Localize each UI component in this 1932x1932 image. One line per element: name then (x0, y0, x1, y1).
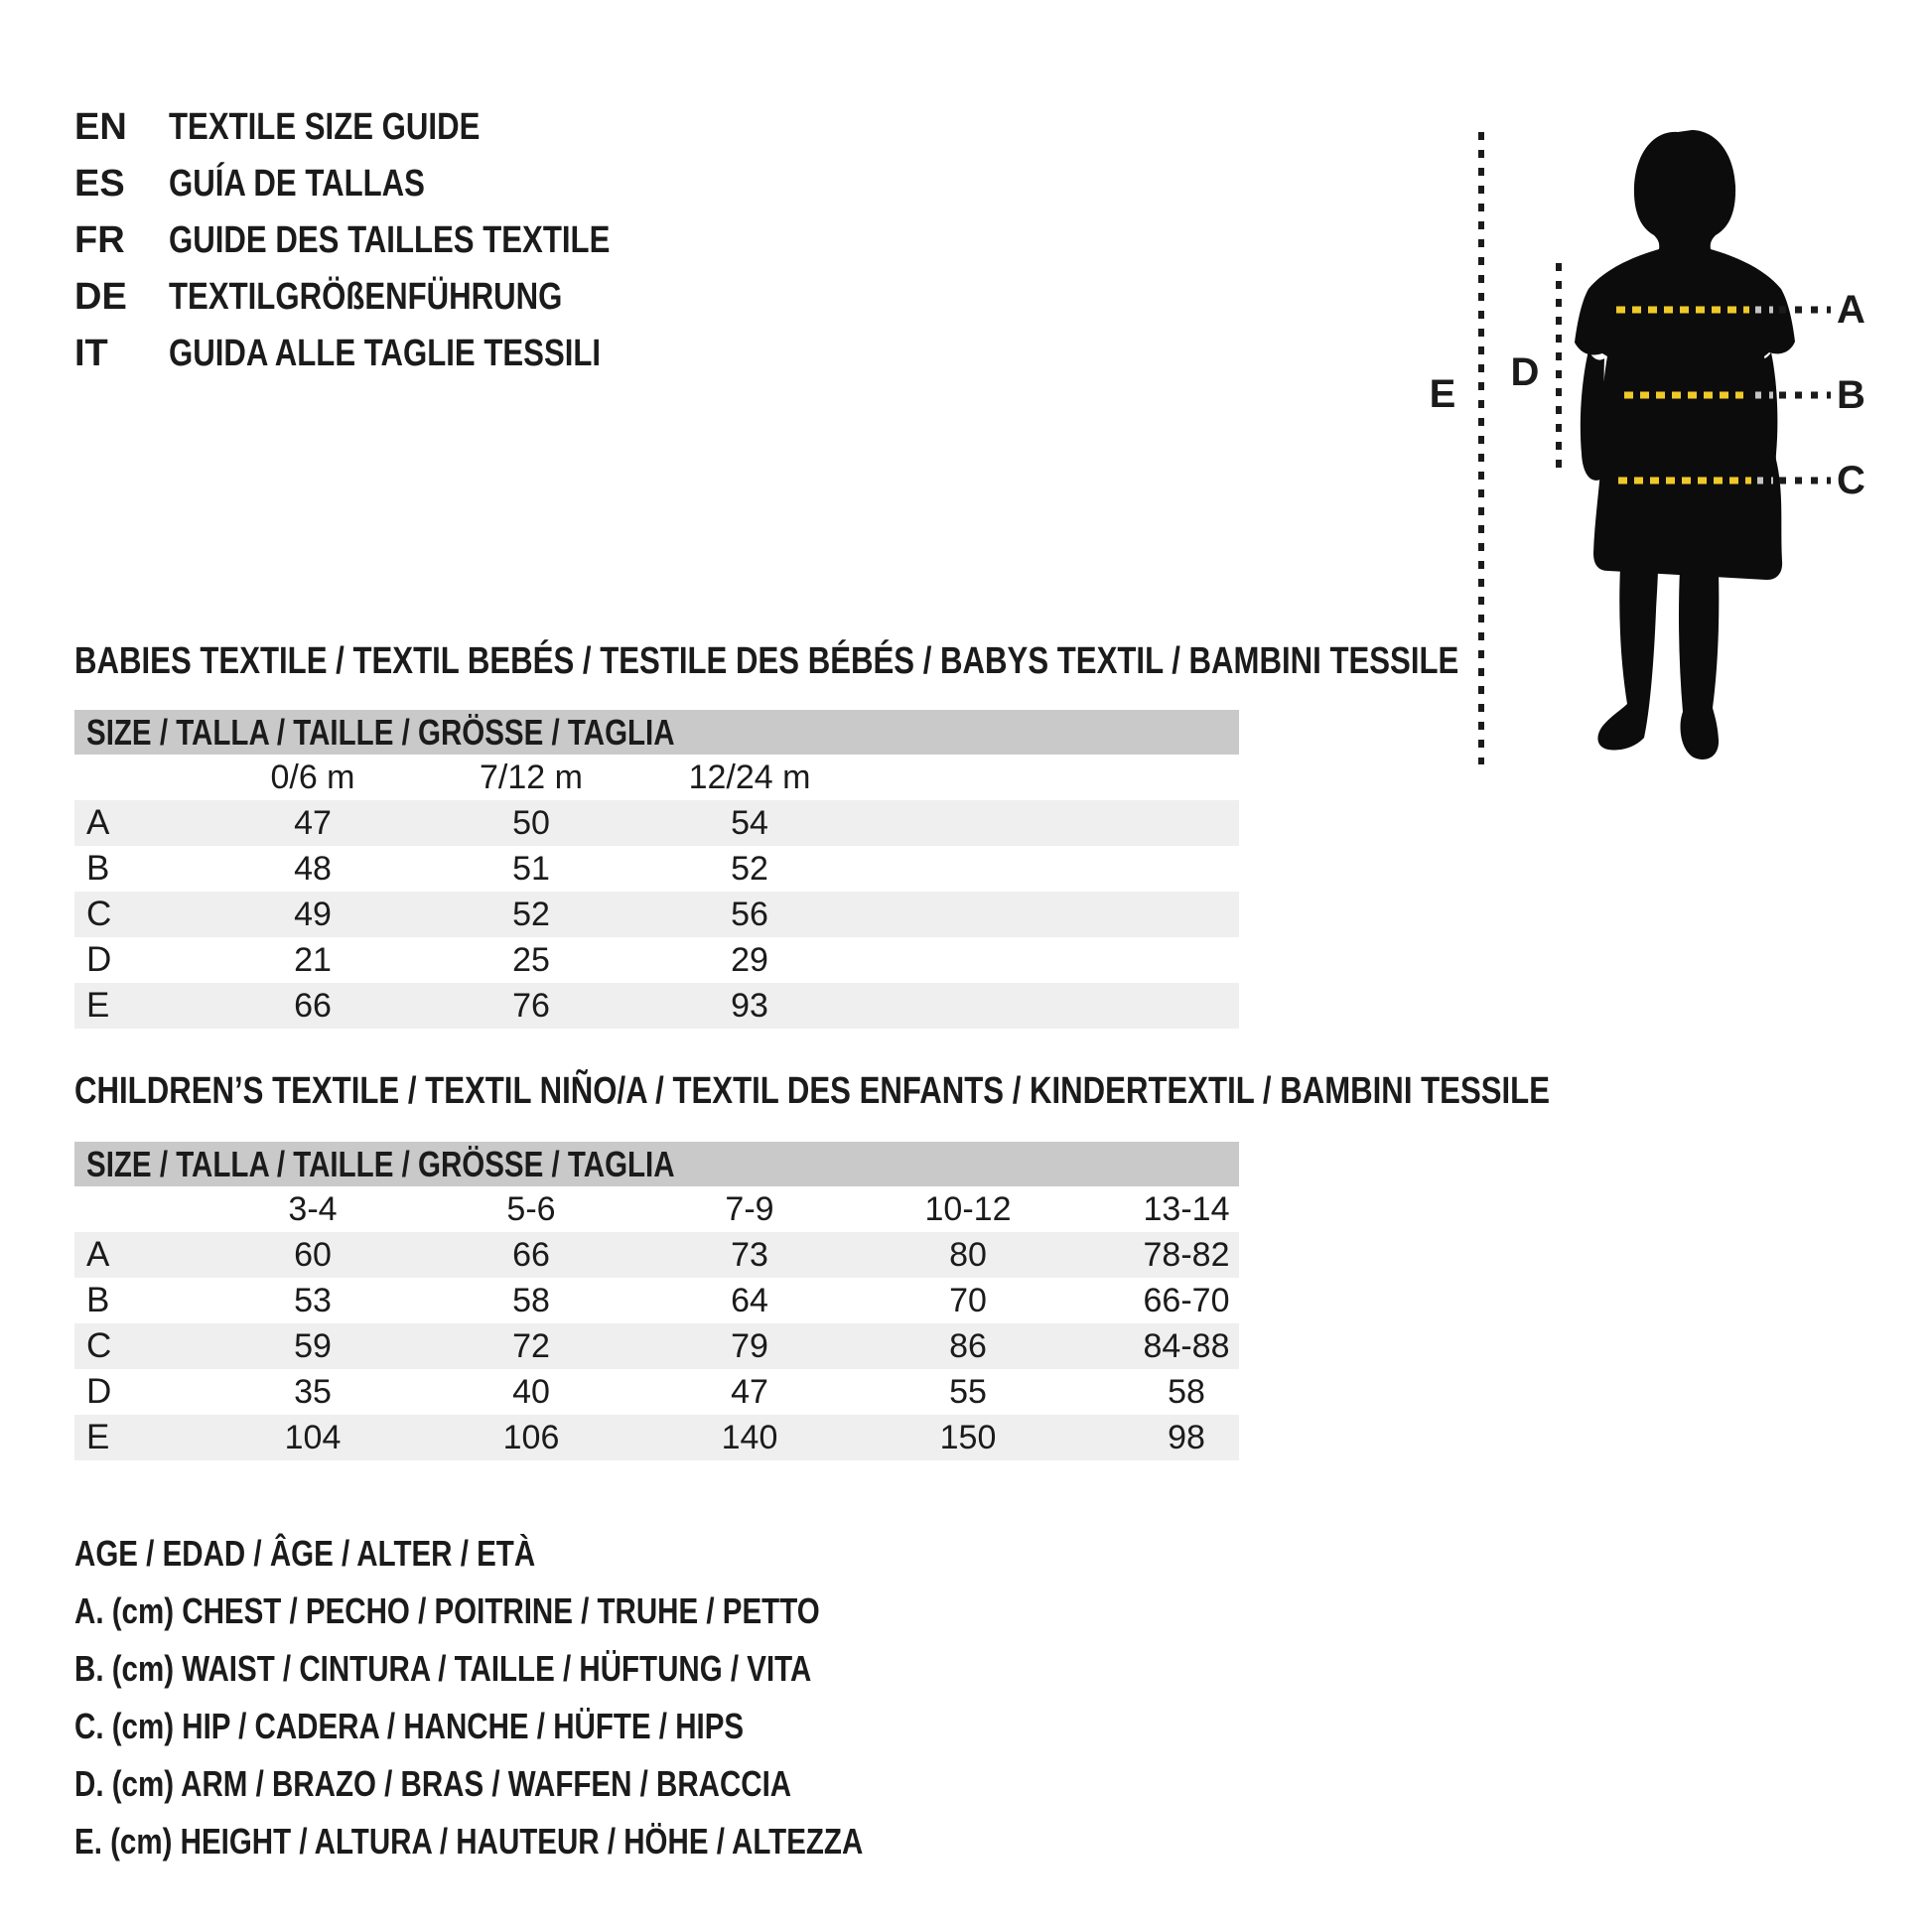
table-row (74, 937, 1239, 983)
table-row (74, 1232, 1239, 1278)
babies-column-header-row (74, 755, 1239, 800)
legend-line-chest: A. (cm) CHEST / PECHO / POITRINE / TRUHE / PETTO (74, 1590, 820, 1631)
row-label: C (86, 895, 112, 933)
table-row (74, 892, 1239, 937)
table-cell: 49 (294, 895, 332, 933)
language-title: TEXTILGRÖßENFÜHRUNG (169, 276, 563, 318)
row-label: A (86, 1235, 110, 1274)
table-cell: 150 (939, 1418, 997, 1456)
measure-label-a: A (1837, 288, 1865, 332)
table-cell: 50 (512, 803, 550, 842)
legend-line-arm: D. (cm) ARM / BRAZO / BRAS / WAFFEN / BRACCIA (74, 1763, 792, 1804)
size-header-label: SIZE / TALLA / TAILLE / GRÖSSE / TAGLIA (86, 1143, 675, 1184)
column-header: 5-6 (506, 1189, 556, 1228)
language-row-de (74, 269, 707, 326)
table-row (74, 800, 1239, 846)
table-cell: 47 (294, 803, 332, 842)
table-row (74, 1323, 1239, 1369)
table-row (74, 983, 1239, 1029)
table-cell: 58 (1168, 1372, 1205, 1411)
row-label: E (86, 1418, 110, 1456)
table-cell: 86 (949, 1326, 987, 1365)
children-size-table (74, 1142, 1239, 1460)
table-cell: 55 (949, 1372, 987, 1411)
table-cell: 93 (731, 986, 768, 1025)
table-cell: 104 (284, 1418, 342, 1456)
column-header: 10-12 (924, 1189, 1012, 1228)
language-title: TEXTILE SIZE GUIDE (169, 106, 481, 148)
table-row (74, 1369, 1239, 1415)
children-table-header-bar (74, 1142, 1239, 1186)
column-header: 12/24 m (688, 758, 811, 796)
language-code: EN (74, 106, 127, 148)
language-row-en (74, 99, 707, 156)
table-cell: 70 (949, 1281, 987, 1319)
legend-line-waist: B. (cm) WAIST / CINTURA / TAILLE / HÜFTUNG / VITA (74, 1648, 812, 1689)
table-cell: 140 (721, 1418, 778, 1456)
measure-label-d: D (1510, 350, 1540, 394)
table-row (74, 1278, 1239, 1323)
child-silhouette-left-arm (1581, 350, 1608, 481)
measure-label-e: E (1430, 372, 1456, 416)
language-code: DE (74, 276, 127, 318)
table-cell: 35 (294, 1372, 332, 1411)
child-silhouette-body (1575, 130, 1795, 580)
table-cell: 72 (512, 1326, 550, 1365)
babies-table-header-bar (74, 710, 1239, 755)
language-list (74, 99, 707, 382)
table-cell: 51 (512, 849, 550, 888)
table-cell: 78-82 (1143, 1235, 1230, 1274)
table-cell: 52 (512, 895, 550, 933)
table-cell: 58 (512, 1281, 550, 1319)
language-title: GUIDA ALLE TAGLIE TESSILI (169, 333, 602, 374)
children-section-heading: CHILDREN’S TEXTILE / TEXTIL NIÑO/A / TEXTIL DES ENFANTS / KINDERTEXTIL / BAMBINI TESSILE (74, 1070, 1550, 1112)
row-label: D (86, 940, 112, 979)
table-cell: 53 (294, 1281, 332, 1319)
language-row-fr (74, 212, 707, 269)
row-label: D (86, 1372, 112, 1411)
table-cell: 76 (512, 986, 550, 1025)
table-cell: 40 (512, 1372, 550, 1411)
table-cell (74, 1186, 204, 1232)
children-column-header-row (74, 1186, 1239, 1232)
table-cell: 47 (731, 1372, 768, 1411)
babies-section-heading: BABIES TEXTILE / TEXTIL BEBÉS / TESTILE DES BÉBÉS / BABYS TEXTIL / BAMBINI TESSILE (74, 640, 1459, 682)
measure-label-c: C (1837, 459, 1865, 502)
table-cell: 21 (294, 940, 332, 979)
measure-label-b: B (1837, 373, 1865, 417)
row-label: B (86, 849, 110, 888)
language-title: GUIDE DES TAILLES TEXTILE (169, 219, 611, 261)
table-cell (74, 755, 204, 800)
language-row-it (74, 326, 707, 382)
table-cell: 25 (512, 940, 550, 979)
table-cell: 80 (949, 1235, 987, 1274)
table-cell: 59 (294, 1326, 332, 1365)
table-cell: 66 (294, 986, 332, 1025)
column-header: 13-14 (1143, 1189, 1230, 1228)
column-header: 7-9 (725, 1189, 774, 1228)
table-cell: 84-88 (1143, 1326, 1230, 1365)
table-cell: 60 (294, 1235, 332, 1274)
size-header-label: SIZE / TALLA / TAILLE / GRÖSSE / TAGLIA (86, 711, 675, 753)
table-cell: 52 (731, 849, 768, 888)
language-code: IT (74, 333, 108, 374)
column-header: 0/6 m (270, 758, 355, 796)
legend-line-hip: C. (cm) HIP / CADERA / HANCHE / HÜFTE / HIPS (74, 1706, 745, 1746)
row-label: B (86, 1281, 110, 1319)
legend-line-age: AGE / EDAD / ÂGE / ALTER / ETÀ (74, 1533, 536, 1574)
table-cell: 98 (1168, 1418, 1205, 1456)
table-cell: 29 (731, 940, 768, 979)
row-label: A (86, 803, 110, 842)
table-cell: 54 (731, 803, 768, 842)
column-header: 7/12 m (480, 758, 583, 796)
table-cell: 56 (731, 895, 768, 933)
language-row-es (74, 156, 707, 212)
language-code: ES (74, 163, 125, 205)
language-title: GUÍA DE TALLAS (169, 163, 425, 205)
table-row (74, 846, 1239, 892)
row-label: C (86, 1326, 112, 1365)
table-cell: 73 (731, 1235, 768, 1274)
table-cell: 66 (512, 1235, 550, 1274)
table-row (74, 1415, 1239, 1460)
legend-line-height: E. (cm) HEIGHT / ALTURA / HAUTEUR / HÖHE / ALTEZZA (74, 1821, 864, 1862)
measurement-legend (74, 1525, 1036, 1870)
table-cell: 66-70 (1143, 1281, 1230, 1319)
table-cell: 48 (294, 849, 332, 888)
table-cell: 106 (502, 1418, 560, 1456)
language-code: FR (74, 219, 125, 261)
row-label: E (86, 986, 110, 1025)
table-cell: 64 (731, 1281, 768, 1319)
babies-size-table (74, 710, 1239, 1029)
table-cell: 79 (731, 1326, 768, 1365)
column-header: 3-4 (288, 1189, 338, 1228)
